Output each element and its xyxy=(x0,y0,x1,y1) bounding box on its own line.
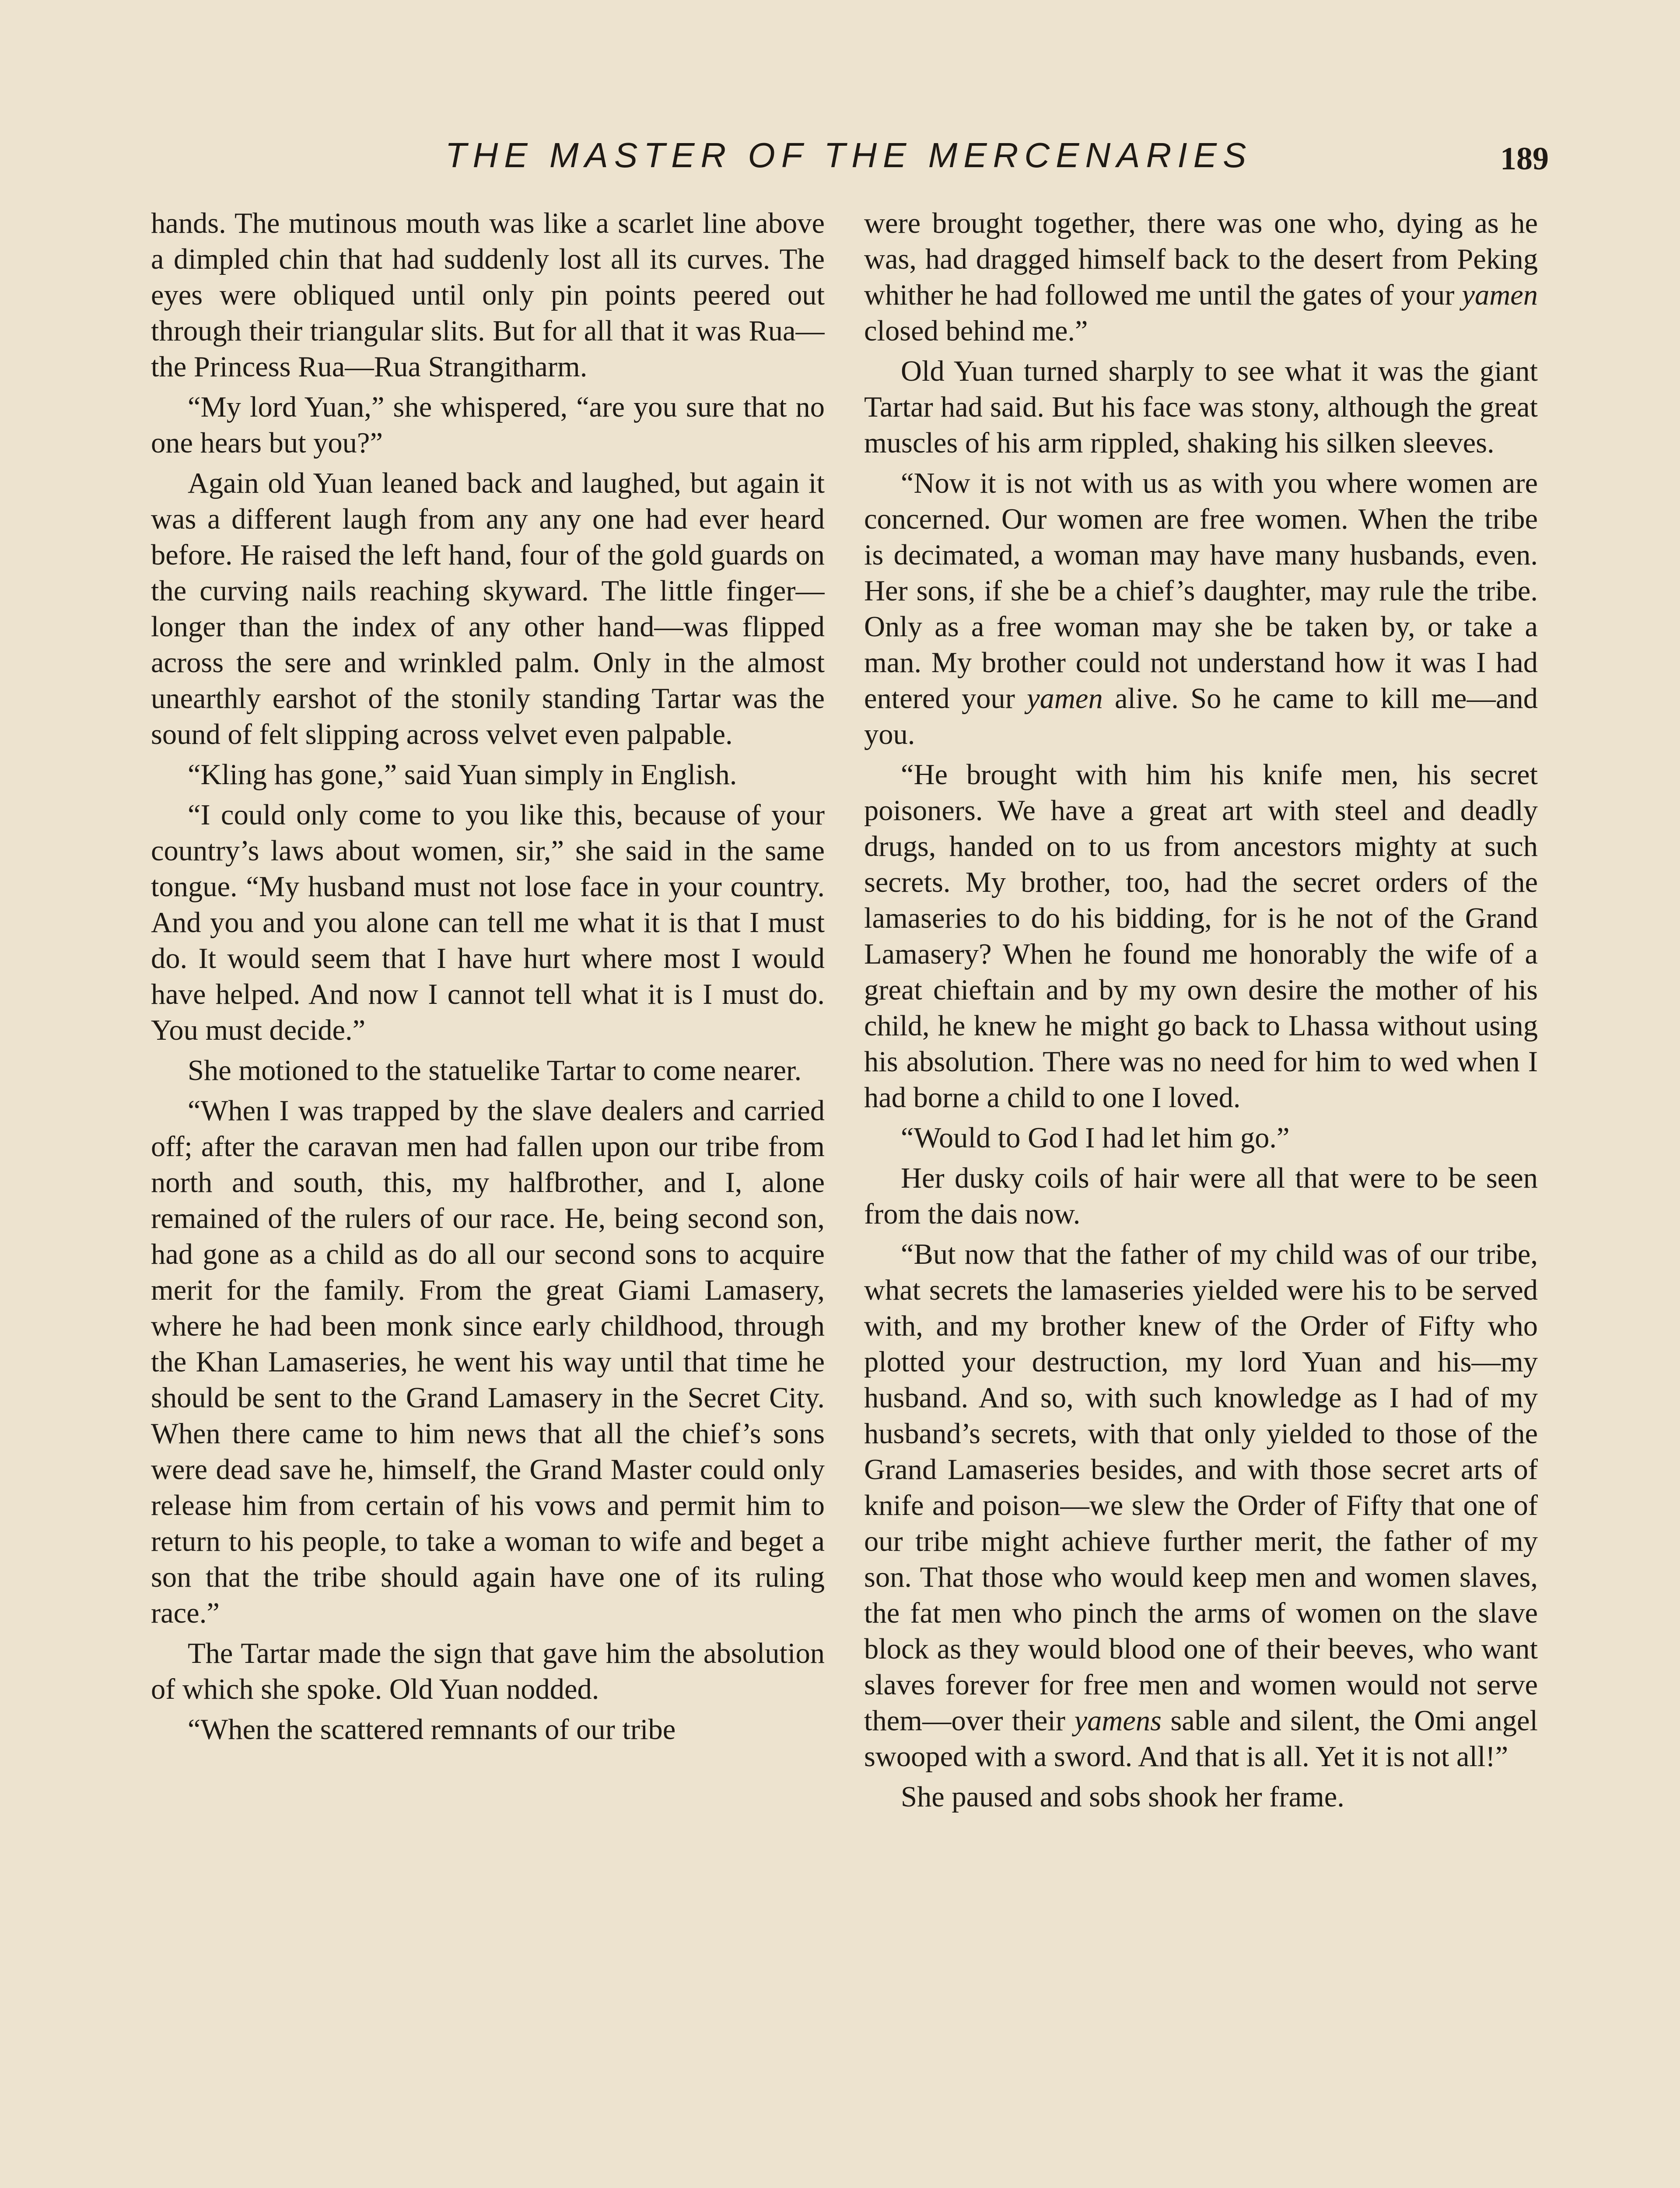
paragraph: Old Yuan turned sharply to see what it was the giant Tartar had said. But his face was stony, although the great muscles of his arm rippled, shaking his silken sleeves. xyxy=(864,355,1538,459)
text-run: alive. So he came to kill me—and you. xyxy=(864,683,1538,750)
page-header xyxy=(149,131,1549,184)
text-run: “But now that the father of my child was of our tribe, what secrets the lamaseries yielded were his to be served with, and my brother knew of the Order of Fifty who plotted your destruction, my lord Yuan and his—my husband. And so, with such knowledge as I had of my husband’s secrets, with that only yielded to those of the Grand Lamaseries besides, and with those secret arts of knife and poison—we slew the Order of Fifty that one of our tribe might achieve further merit, the father of my son. That those who would keep men and women slaves, the fat men who pinch the arms of women on the slave block as they would blood one of their beeves, who want slaves forever for free men and women would not serve them—over their xyxy=(864,1238,1538,1737)
paragraph: “He brought with him his knife men, his secret poisoners. We have a great art with steel and deadly drugs, handed on to us from ancestors mighty at such secrets. My brother, too, had the secret orders of the lamaseries to do his bidding, for is he not of the Grand Lamasery? When he found me honorably the wife of a great chieftain and by my own desire the mother of his child, he knew he might go back to Lhassa without using his absolution. There was no need for him to wed when I had borne a child to one I loved. xyxy=(864,759,1538,1114)
paragraph: Her dusky coils of hair were all that were to be seen from the dais now. xyxy=(864,1162,1538,1230)
italic-word: yamen xyxy=(1027,683,1103,715)
paragraph: “When I was trapped by the slave dealers and carried off; after the caravan men had fallen upon our tribe from north and south, this, my halfbrother, and I, alone remained of the rulers of our race. He, being second son, had gone as a child as do all our second sons to acquire merit for the family. From the great Giami Lamasery, where he had been monk since early childhood, through the Khan Lamaseries, he went his way until that time he should be sent to the Grand Lamasery in the Secret City. When there came to him news that all the chief’s sons were dead save he, himself, the Grand Master could only release him from certain of his vows and permit him to return to his people, to take a woman to wife and beget a son that the tribe should again have one of its ruling race.” xyxy=(151,1095,825,1629)
text-run: “Now it is not with us as with you where women are concerned. Our women are free women. When the tribe is decimated, a woman may have many husbands, even. Her sons, if she be a chief’s daughter, may rule the tribe. Only as a free woman may she be taken by, or take a man. My brother could not understand how it was I had entered your xyxy=(864,467,1538,715)
running-title: THE MASTER OF THE MERCENARIES xyxy=(445,136,1253,175)
italic-word: yamen xyxy=(1462,279,1538,311)
right-column xyxy=(864,206,1538,2188)
text-run: closed behind me.” xyxy=(864,315,1088,347)
italic-word: yamens xyxy=(1074,1705,1162,1737)
paragraph: She motioned to the statuelike Tartar to come nearer. xyxy=(188,1055,802,1087)
paragraph: “When the scattered remnants of our tribe xyxy=(188,1714,676,1746)
paragraph: The Tartar made the sign that gave him the absolution of which she spoke. Old Yuan nodded. xyxy=(151,1637,825,1705)
text-run: sable and silent, the Omi angel swooped with a sword. And that is all. Yet it is not all!” xyxy=(864,1705,1538,1773)
paragraph: She paused and sobs shook her frame. xyxy=(901,1781,1344,1813)
page-number: 189 xyxy=(1500,141,1549,177)
paragraph: hands. The mutinous mouth was like a scarlet line above a dimpled chin that had suddenly lost all its curves. The eyes were obliqued until only pin points peered out through their triangular slits. But for all that it was Rua—the Princess Rua—Rua Strangitharm. xyxy=(151,207,825,383)
text-run: were brought together, there was one who, dying as he was, had dragged himself back to the desert from Peking whither he had followed me until the gates of your xyxy=(864,207,1538,311)
paragraph: “I could only come to you like this, because of your country’s laws about women, sir,” she said in the same tongue. “My husband must not lose face in your country. And you and you alone can tell me what it is that I must do. It would seem that I have hurt where most I would have helped. And now I cannot tell what it is I must do. You must decide.” xyxy=(151,799,825,1046)
left-column xyxy=(151,206,825,2188)
paragraph: “Would to God I had let him go.” xyxy=(901,1122,1290,1154)
paragraph: Again old Yuan leaned back and laughed, but again it was a different laugh from any any one had ever heard before. He raised the left hand, four of the gold guards on the curving nails reaching skyward. The little finger—longer than the index of any other hand—was flipped across the sere and wrinkled palm. Only in the almost unearthly earshot of the stonily standing Tartar was the sound of felt slipping across velvet even palpable. xyxy=(151,467,825,750)
paragraph xyxy=(864,1237,1538,1775)
paragraph xyxy=(864,206,1538,349)
paragraph: “My lord Yuan,” she whispered, “are you sure that no one hears but you?” xyxy=(151,391,825,459)
paragraph: “Kling has gone,” said Yuan simply in English. xyxy=(188,759,737,791)
paragraph xyxy=(864,466,1538,753)
